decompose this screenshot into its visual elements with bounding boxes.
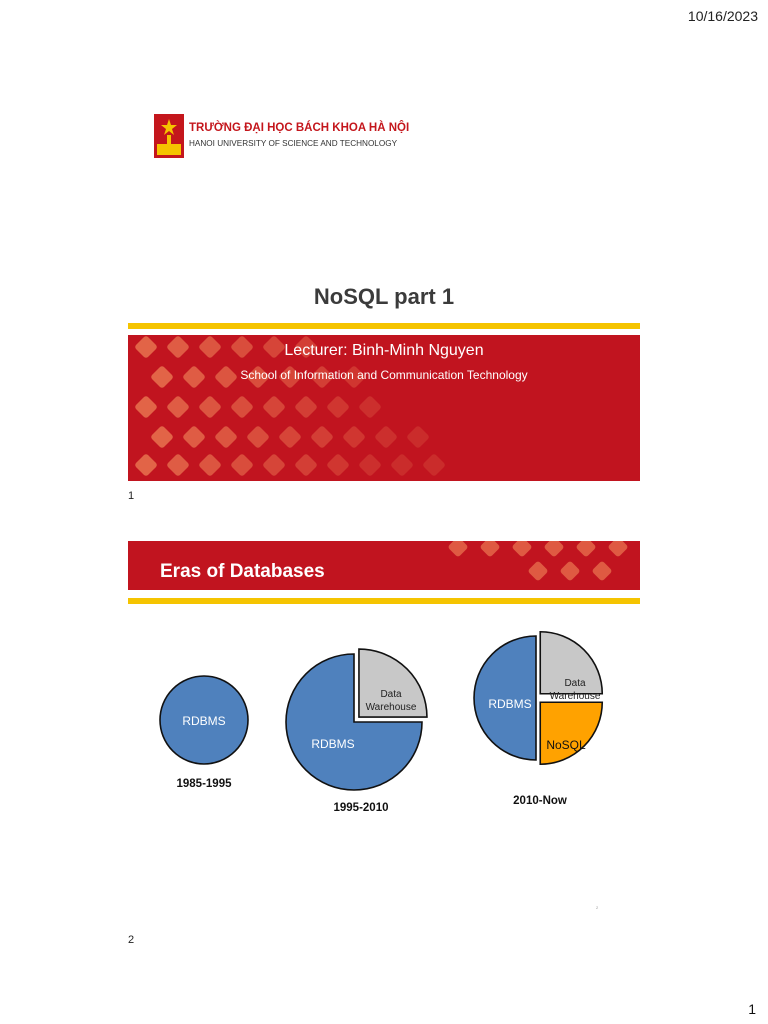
university-logo	[154, 114, 414, 158]
era1-label: 1985-1995	[176, 778, 232, 790]
slide2-number: 2	[128, 934, 135, 946]
diamond-shape	[447, 541, 468, 558]
diamond-shape	[230, 395, 254, 419]
diamond-shape	[374, 425, 398, 449]
diamond-shape	[278, 425, 302, 449]
diamond-shape	[422, 453, 446, 477]
diamond-shape	[607, 541, 628, 558]
diamond-shape	[262, 395, 286, 419]
diamond-shape	[479, 541, 500, 558]
diamond-shape	[134, 453, 158, 477]
diamond-shape	[166, 395, 190, 419]
lecturer-name: Lecturer: Binh-Minh Nguyen	[284, 342, 484, 359]
diamond-shape	[310, 425, 334, 449]
diamond-shape	[246, 425, 270, 449]
era3-label: 2010-Now	[513, 795, 567, 807]
diamond-shape	[294, 453, 318, 477]
era2-rdbms-label: RDBMS	[311, 737, 355, 751]
era1-rdbms-label: RDBMS	[182, 714, 226, 728]
diamond-shape	[134, 395, 158, 419]
diamond-shape	[511, 541, 532, 558]
slide1-number: 1	[128, 490, 135, 502]
slide2-gold-divider	[128, 598, 640, 604]
diamond-shape	[214, 425, 238, 449]
diamond-shape	[150, 425, 174, 449]
diamond-shape	[326, 395, 350, 419]
diamond-shape	[182, 425, 206, 449]
diamond-shape	[262, 453, 286, 477]
diamond-shape	[527, 560, 548, 581]
university-name-en: HANOI UNIVERSITY OF SCIENCE AND TECHNOLOGY	[189, 139, 398, 148]
school-name: School of Information and Communication Technology	[240, 368, 528, 382]
diamond-shape	[358, 395, 382, 419]
era3-nosql-slice	[540, 702, 602, 764]
slide2-title: Eras of Databases	[160, 561, 325, 582]
page-number: 1	[748, 1001, 756, 1017]
diamond-shape	[543, 541, 564, 558]
slide1-title: NoSQL part 1	[313, 284, 455, 309]
era2-warehouse-label: Data Warehouse	[365, 689, 417, 713]
diamond-shape	[198, 395, 222, 419]
era2-label: 1995-2010	[333, 802, 389, 814]
university-crest-icon	[154, 114, 184, 158]
diamond-shape	[198, 453, 222, 477]
diamond-shape	[390, 453, 414, 477]
slide2-footnote: 2	[596, 905, 599, 910]
diamond-shape	[230, 453, 254, 477]
diamond-shape	[166, 453, 190, 477]
slide1-gold-divider	[128, 323, 640, 329]
era3-rdbms-label: RDBMS	[488, 697, 532, 711]
era3-nosql-label: NoSQL	[546, 738, 586, 752]
eras-pie-charts	[128, 610, 640, 820]
diamond-shape	[358, 453, 382, 477]
university-name-vi: TRƯỜNG ĐẠI HỌC BÁCH KHOA HÀ NỘI	[189, 122, 410, 134]
diamond-shape	[342, 425, 366, 449]
diamond-shape	[326, 453, 350, 477]
diamond-shape	[294, 395, 318, 419]
diamond-shape	[559, 560, 580, 581]
page-date: 10/16/2023	[687, 8, 758, 24]
diamond-shape	[591, 560, 612, 581]
era3-warehouse-label: Data Warehouse	[549, 678, 601, 702]
diamond-shape	[575, 541, 596, 558]
diamond-shape	[406, 425, 430, 449]
